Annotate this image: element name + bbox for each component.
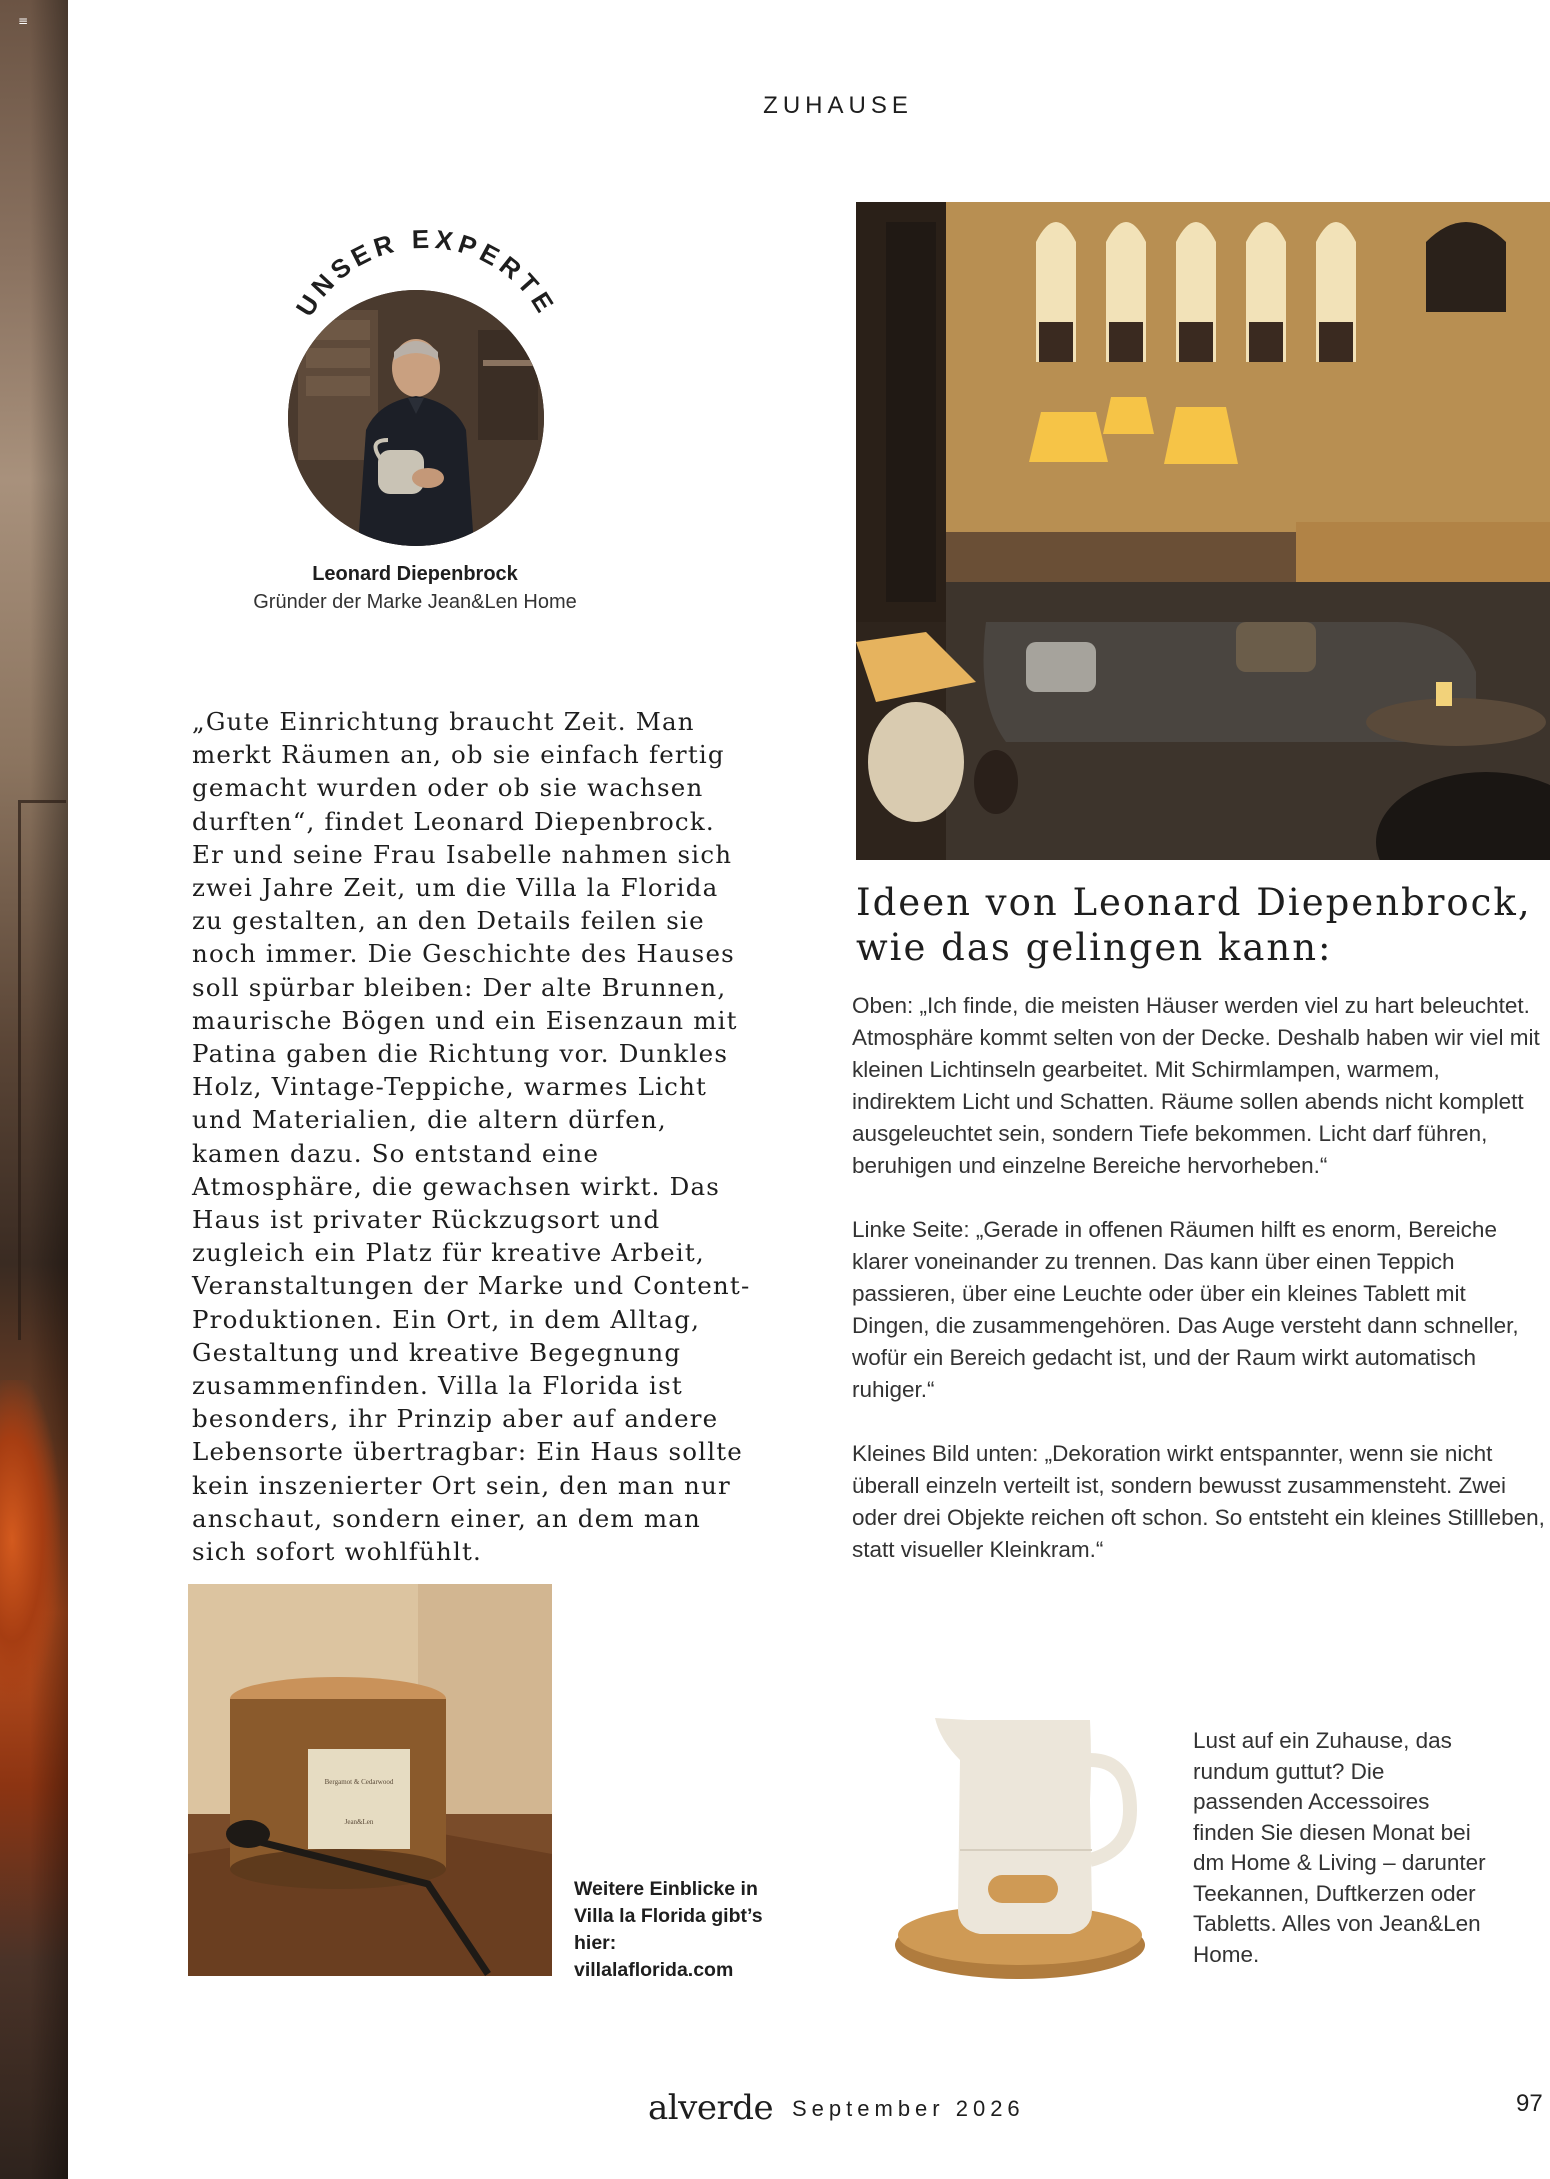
candle-caption: Weitere Einblicke in Villa la Florida gibt’s hier: villalaflorida.com: [574, 1878, 763, 1981]
tip-decoration: Kleines Bild unten: „Dekoration wirkt entspannter, wenn sie nicht überall einzeln verteilt ist, sondern bewusst zusammensteht. Zwei oder drei Objekte reichen oft schon. So entsteht ein kleines Stillleben, statt visueller Kleinkram.“: [852, 1441, 1545, 1562]
magazine-logo: alverde: [648, 2088, 774, 2128]
expert-name: Leonard Diepenbrock: [312, 563, 518, 585]
expert-badge-text: UNSER EXPERTE: [289, 228, 563, 322]
ideas-list: [852, 990, 1546, 1598]
candle-photo: [188, 1584, 552, 1976]
candle-label-brand: Jean&Len: [344, 1818, 374, 1826]
previous-page-photo-strip: [0, 0, 68, 2179]
menu-icon[interactable]: ≡: [18, 14, 29, 28]
expert-portrait: [288, 290, 544, 546]
page-number: 97: [1516, 2090, 1543, 2117]
tip-zoning: Linke Seite: „Gerade in offenen Räumen hilft es enorm, Bereiche klarer voneinander zu trennen. Das kann über einen Teppich passieren, über eine Leuchte oder über ein kleines Tablett mit Dingen, die zusammengehören. Das Auge versteht dann schneller, wofür ein Bereich gedacht ist, und der Raum wirkt automatisch ruhiger.“: [852, 1217, 1519, 1402]
article-body: „Gute Einrichtung braucht Zeit. Man merkt Räumen an, ob sie einfach fertig gemacht wurden oder ob sie wachsen durften“, findet Leonard Diepenbrock. Er und seine Frau Isabelle nahmen sich zwei Jahre Zeit, um die Villa la Florida zu gestalten, an den Details feilen sie noch immer. Die Geschichte des Hauses soll spürbar bleiben: Der alte Brunnen, maurische Bögen und ein Eisenzaun mit Patina gaben die Richtung vor. Dunkles Holz, Vintage-Teppiche, warmes Licht und Materialien, die altern dürfen, kamen dazu. So entstand eine Atmosphäre, die gewachsen wirkt. Das Haus ist privater Rückzugsort und zugleich ein Platz für kreative Arbeit, Veranstaltungen der Marke und Content-Produktionen. Ein Ort, in dem Alltag, Gestaltung und kreative Begegnung zusammenfinden. Villa la Florida ist besonders, ihr Prinzip aber auf andere Lebensorte übertragbar: Ein Haus sollte kein inszenierter Ort sein, den man nur anschaut, sondern einer, an dem man sich sofort wohlfühlt.: [192, 707, 751, 1567]
teapot-product-photo: [880, 1700, 1160, 1990]
issue-date: September 2026: [792, 2096, 1025, 2121]
strip-orange-chair: [0, 1380, 60, 1700]
candle-label-scent: Bergamot & Cedarwood: [324, 1778, 394, 1786]
section-title: ZUHAUSE: [763, 92, 913, 119]
promo-text: Lust auf ein Zuhause, das rundum guttut? Die passenden Accessoires finden Sie diesen Monat bei dm Home & Living – darunter Teekannen, Duftkerzen oder Tabletts. Alles von Jean&Len Home.: [1193, 1728, 1486, 1967]
expert-role: Gründer der Marke Jean&Len Home: [253, 591, 577, 613]
ideas-heading: Ideen von Leonard Diepenbrock, wie das gelingen kann:: [856, 881, 1532, 969]
living-room-photo: [856, 202, 1550, 860]
tip-lighting: Oben: „Ich finde, die meisten Häuser werden viel zu hart beleuchtet. Atmosphäre kommt selten von der Decke. Deshalb haben wir viel mit kleinen Lichtinseln gearbeitet. Mit Schirmlampen, warmem, indirektem Licht und Schatten. Räume sollen abends nicht komplett ausgeleuchtet sein, sondern Tiefe bekommen. Licht darf führen, beruhigen und einzelne Bereiche hervorheben.“: [852, 993, 1540, 1178]
strip-mirror-frame: [18, 800, 66, 1340]
